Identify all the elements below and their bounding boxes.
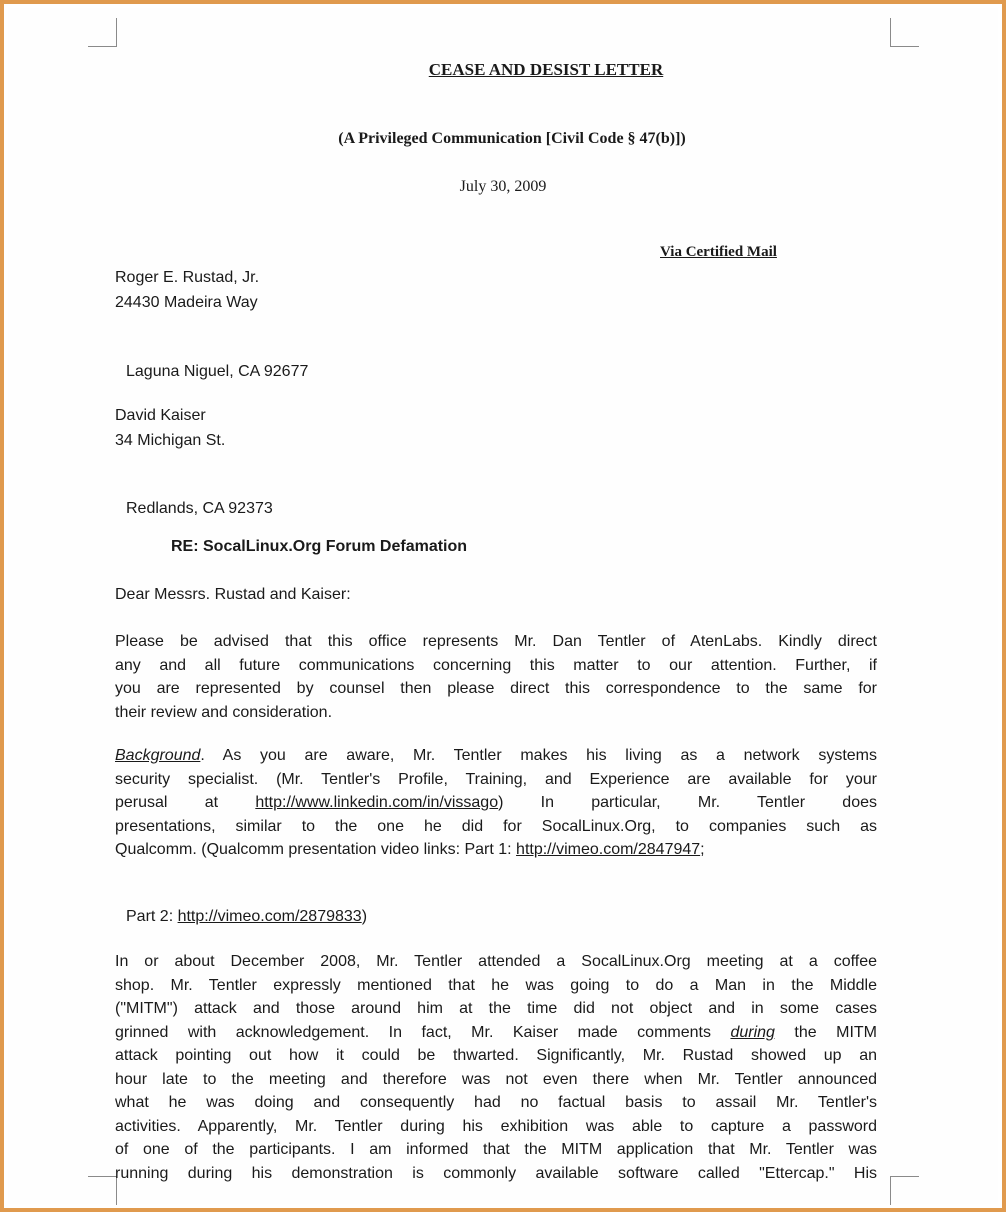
paragraph-line: what he was doing and consequently had no factual basis to assail Mr. Tentler's [115,1094,877,1111]
letter-date: July 30, 2009 [459,178,547,195]
page-corner-mark [88,18,117,47]
vimeo-part1-link[interactable]: http://vimeo.com/2847947 [516,841,701,858]
linkedin-link[interactable]: http://www.linkedin.com/in/vissago [255,794,499,811]
part2-close: ) [361,908,368,925]
delivery-method: Via Certified Mail [660,244,777,260]
paragraph-text: . As you are aware, Mr. Tentler makes his living as a network systems [200,747,877,764]
salutation: Dear Messrs. Rustad and Kaiser: [115,586,351,603]
recipient-1-name: Roger E. Rustad, Jr. [115,269,260,286]
recipient-1-city: Laguna Niguel, CA 92677 [126,363,309,380]
paragraph-incident [115,950,877,1185]
recipient-2-street: 34 Michigan St. [115,432,226,449]
paragraph-line: hour late to the meeting and therefore was not even there when Mr. Tentler announced [115,1070,877,1088]
page-corner-mark [890,18,919,47]
paragraph-text: Qualcomm. (Qualcomm presentation video links: Part 1: [115,841,517,858]
background-heading: Background [115,747,201,764]
paragraph-text: the MITM [774,1023,877,1041]
letter-title: CEASE AND DESIST LETTER [428,60,664,79]
paragraph-text: ) In particular, Mr. Tentler does [498,794,877,811]
paragraph-line: attack pointing out how it could be thwarted. Significantly, Mr. Rustad showed up an [115,1047,877,1064]
paragraph-line: you are represented by counsel then please direct this correspondence to the same for [115,680,877,697]
paragraph-line: any and all future communications concerning this matter to our attention. Further, if [115,656,877,674]
paragraph-line: their review and consideration. [115,703,333,721]
paragraph-text: perusal at [115,794,256,811]
paragraph-line: In or about December 2008, Mr. Tentler attended a SocalLinux.Org meeting at a coffee [115,953,877,970]
paragraph-line: of one of the participants. I am informed that the MITM application that Mr. Tentler was [115,1141,877,1158]
paragraph-line: shop. Mr. Tentler expressly mentioned that he was going to do a Man in the Middle [115,976,877,994]
part2-label: Part 2: [126,908,178,925]
paragraph-representation [115,630,877,724]
paragraph-line: ("MITM") attack and those around him at the time did not object and in some cases [115,1000,877,1017]
letter-subtitle: (A Privileged Communication [Civil Code § 47(b)]) [338,130,686,147]
paragraph-line: security specialist. (Mr. Tentler's Profile, Training, and Experience are available for your [115,770,877,788]
page-corner-mark [88,1176,117,1205]
paragraph-line: presentations, similar to the one he did for SocalLinux.Org, to companies such as [115,817,877,835]
paragraph-line: activities. Apparently, Mr. Tentler during his exhibition was able to capture a password [115,1117,877,1135]
letter-page [8,8,998,1204]
recipient-1-street: 24430 Madeira Way [115,294,258,311]
re-line: RE: SocalLinux.Org Forum Defamation [171,538,468,555]
paragraph-text: grinned with acknowledgement. In fact, Mr. Kaiser made comments [115,1023,731,1041]
page-corner-mark [890,1176,919,1205]
part2-line [126,908,367,926]
paragraph-line: running during his demonstration is commonly available software called "Ettercap." His [115,1164,877,1182]
vimeo-part2-link[interactable]: http://vimeo.com/2879833 [177,908,362,925]
paragraph-line: Please be advised that this office represents Mr. Dan Tentler of AtenLabs. Kindly direct [115,633,877,650]
paragraph-text: ; [700,841,705,858]
paragraph-background [115,744,877,862]
recipient-2-name: David Kaiser [115,407,206,424]
recipient-2-city: Redlands, CA 92373 [126,500,273,517]
emphasis-during: during [730,1023,775,1041]
